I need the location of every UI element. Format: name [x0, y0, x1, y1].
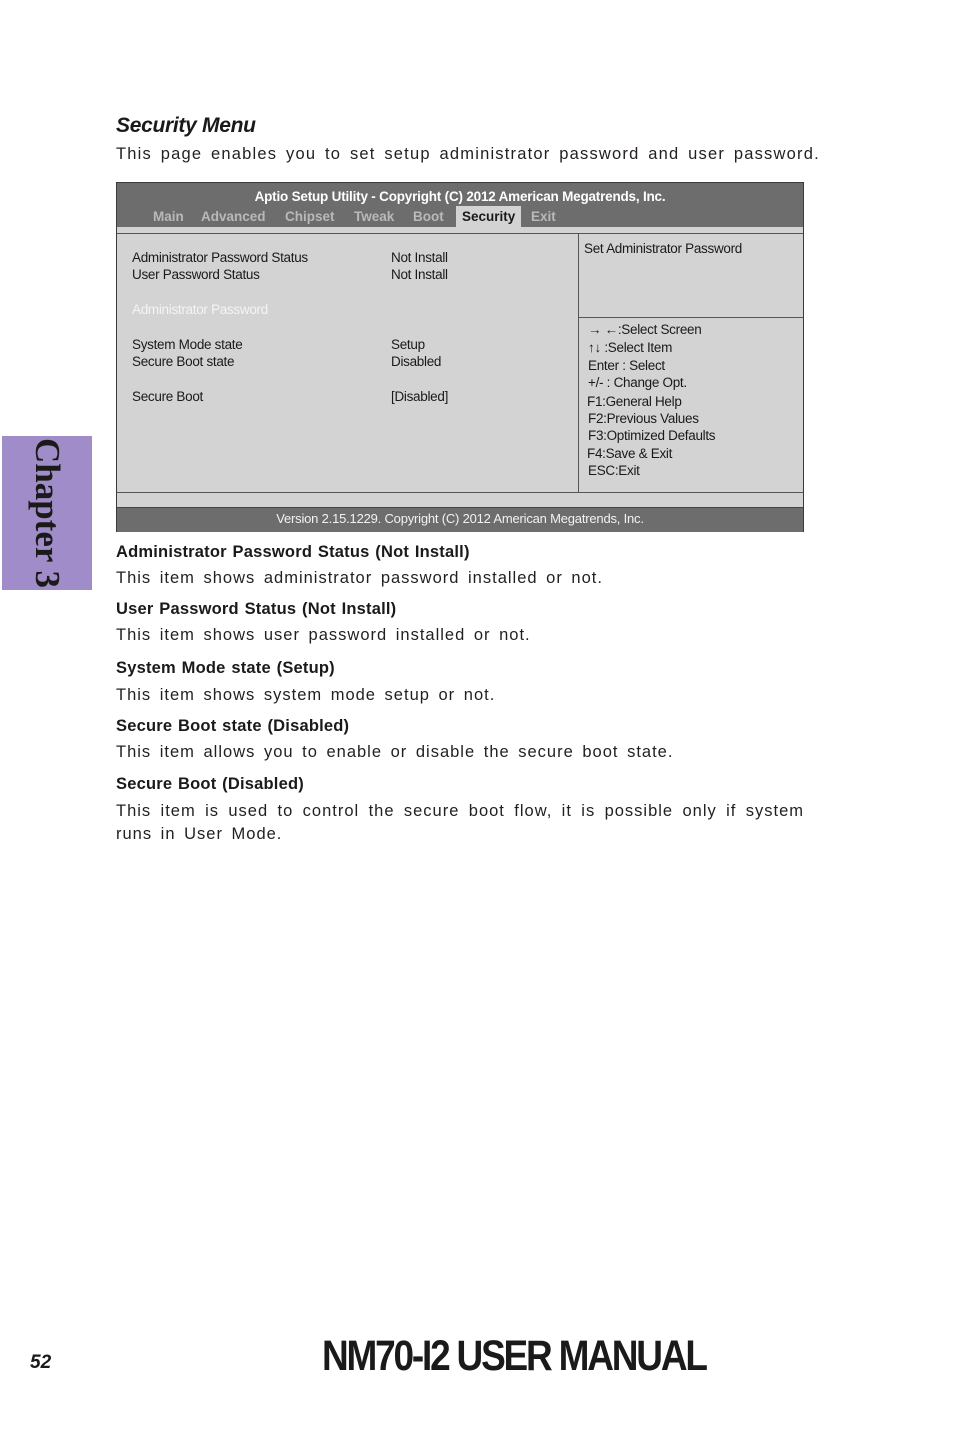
key-previous-values: F2:Previous Values [588, 411, 699, 426]
desc-text-secure-boot: This item is used to control the secure boot flow, it is possible only if system runs in User Mode. [116, 802, 804, 843]
key-optimized-defaults: F3:Optimized Defaults [588, 428, 716, 443]
manual-title: NM70-I2 USER MANUAL [322, 1332, 706, 1380]
tab-advanced[interactable]: Advanced [201, 209, 266, 224]
system-mode-state-value: Setup [391, 337, 425, 352]
desc-heading-admin-password-status: Administrator Password Status (Not Install) [116, 543, 470, 561]
bios-key-legend [579, 317, 803, 491]
page-number: 52 [30, 1352, 52, 1373]
key-enter-select: Enter : Select [588, 358, 665, 373]
secure-boot-label: Secure Boot [132, 389, 203, 404]
desc-heading-secure-boot: Secure Boot (Disabled) [116, 775, 304, 793]
administrator-password-item[interactable]: Administrator Password [132, 302, 268, 317]
desc-text-secure-boot-state: This item allows you to enable or disable the secure boot state. [116, 743, 674, 761]
tab-exit[interactable]: Exit [531, 209, 556, 224]
bios-spacer-bottom [117, 492, 803, 507]
tab-chipset[interactable]: Chipset [285, 209, 335, 224]
chapter-tab-label: Chapter 3 [28, 437, 67, 589]
desc-text-admin-password-status: This item shows administrator password installed or not. [116, 569, 603, 587]
secure-boot-state-value: Disabled [391, 354, 442, 369]
key-general-help: F1:General Help [587, 394, 682, 409]
secure-boot-state-label: Secure Boot state [132, 354, 235, 369]
desc-text-system-mode-state: This item shows system mode setup or not. [116, 686, 496, 704]
bios-title: Aptio Setup Utility - Copyright (C) 2012 American Megatrends, Inc. [254, 189, 666, 204]
desc-heading-user-password-status: User Password Status (Not Install) [116, 600, 397, 618]
key-esc-exit: ESC:Exit [588, 463, 640, 478]
bios-footer: Version 2.15.1229. Copyright (C) 2012 American Megatrends, Inc. [117, 507, 803, 532]
help-text: Set Administrator Password [584, 241, 743, 256]
bios-screen [116, 182, 804, 532]
key-save-exit: F4:Save & Exit [587, 446, 673, 461]
admin-password-status-value: Not Install [391, 250, 448, 265]
section-title: Security Menu [116, 114, 256, 137]
bios-settings-pane [117, 233, 579, 492]
bios-help-pane [579, 233, 803, 318]
desc-text-user-password-status: This item shows user password installed or not. [116, 626, 531, 644]
key-select-item: ↑↓ :Select Item [588, 340, 673, 355]
bios-header [117, 183, 803, 227]
chapter-tab [2, 436, 92, 590]
intro-text: This page enables you to set setup administrator password and user password. [116, 145, 820, 163]
desc-heading-system-mode-state: System Mode state (Setup) [116, 659, 335, 677]
tab-tweak[interactable]: Tweak [354, 209, 395, 224]
key-change-opt: +/- : Change Opt. [588, 375, 687, 390]
tab-boot[interactable]: Boot [413, 209, 444, 224]
tab-security[interactable]: Security [456, 206, 521, 227]
key-select-screen: → ←:Select Screen [588, 322, 702, 337]
user-password-status-value: Not Install [391, 267, 448, 282]
system-mode-state-label: System Mode state [132, 337, 243, 352]
desc-heading-secure-boot-state: Secure Boot state (Disabled) [116, 717, 350, 735]
admin-password-status-label: Administrator Password Status [132, 250, 308, 265]
secure-boot-value[interactable]: [Disabled] [391, 389, 449, 404]
user-password-status-label: User Password Status [132, 267, 260, 282]
tab-main[interactable]: Main [153, 209, 184, 224]
